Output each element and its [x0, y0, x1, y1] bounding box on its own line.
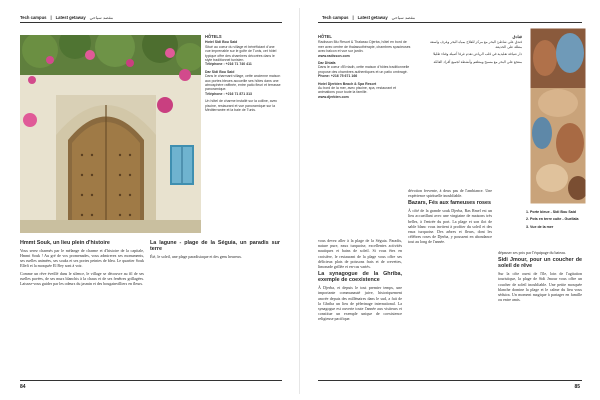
pottery-photo — [530, 28, 586, 204]
hotel-description: Situé au coeur du village et bénéficiant d'une vue imprenable sur le golfe de Tunis, cet hôtel typique offre des chambres décorées dans le style traditionnel tunisien. — [205, 44, 277, 63]
hotel-entry-3 — [205, 99, 281, 112]
caption-3: 3. Vue de la mer — [526, 224, 554, 229]
hotel-entry-1 — [318, 40, 413, 58]
article-paragraph: À côté de la grande souk Djerba, Ras Rmel est un lieu accueillant avec une vingtaine de maisons très belles, à l'entrée du port. La plage et son ilot de sable blanc vous invitent à profiter du soleil et des eaux turquoise. Des arbres et fleurs, dont les célèbres roses de Djerba, y poussent en abondance tout au long de l'année. — [408, 208, 492, 245]
page-number: 85 — [574, 384, 580, 390]
hotel-contact: www.radisson.com — [318, 53, 350, 58]
hotel-entry-1: فندق على شاطئ البحر مع مركز للعلاج بمياه البحر وغرف واسعة مطلة على الحديقة — [429, 40, 522, 49]
hotel-phone: Téléphone : +216 71 740 411 — [205, 62, 252, 67]
article-heading: Bazars, Fés aux fameuses roses — [408, 200, 492, 207]
hotel-entry-3: منتجع على البحر مع مسبح ومطعم وأنشطة لجميع أفراد العائلة — [433, 59, 522, 64]
article-paragraph: dépasser ses prix par l'équipage du bateau. — [498, 250, 566, 255]
header-arabic: مقصد سياحي — [391, 14, 416, 20]
hotel-name: Hotel Djerbien Beach & Spa Resort — [318, 81, 377, 86]
hotel-entry-1 — [205, 40, 281, 66]
hotel-name: Hotel Sidi Bou Said — [205, 40, 238, 45]
sidebar-title: HÔTELS — [205, 34, 222, 39]
photo-captions — [526, 210, 586, 232]
hotel-description: Au bord de la mer, avec piscine, spa, restaurant et animations pour toute la famille. — [318, 86, 397, 95]
article-paragraph: Sur la côte ouest de l'île, loin de l'agitation touristique, la plage de Sidi Jmour vous offre un coucher de soleil inoubliable. Une petite mosquée blanche domine la plage et le calme du lieu vous séduira. Un moment magique à partager en famille ou entre amis. — [498, 271, 582, 303]
hotels-sidebar-left — [205, 35, 281, 116]
article-heading: La lagune - plage de la Séguia, un paradis sur terre — [150, 240, 280, 253]
hotel-description: Radisson Blu Resort & Thalasso Djerba, hôtel en bord de mer avec centre de thalassothérapie, chambres spacieuses avec balcon et vue sur jardin. — [318, 40, 411, 54]
caption-2: 2. Pots en terre cuite - Guellala — [526, 217, 579, 222]
header-section: Latest getaway — [357, 14, 388, 20]
article-heading: Sidi Jmour, pour un coucher de soleil de rêve — [498, 257, 582, 270]
footer-rule — [318, 380, 582, 381]
article-paragraph: Comme un rêve éveillé dans le silence, le village se découvre au fil de ses ruelles pavées, de ses murs blanchis à la chaux et de ses fenêtres grillagées. Laissez-vous guider par les odeurs du jasmin et des bougainvilliers en fleurs. — [20, 270, 144, 286]
right-column-2 — [408, 188, 492, 376]
article-paragraph: À Djerba, et depuis le tout premier temps, une importante communauté juive, historiquement ancrée depuis des millénaires dans le sud, a fait de la Ghriba un lieu de pèlerinage international. La synagogue est ouverte toute l'année aux visiteurs et constitue un exemple unique de coexistence religieuse pacifique. — [318, 285, 402, 322]
door-illustration — [20, 35, 201, 233]
pottery-illustration — [530, 28, 586, 204]
left-column-1 — [20, 238, 144, 376]
right-column-3 — [498, 250, 582, 376]
header-brand: Tech campus — [322, 14, 349, 20]
running-header-left — [20, 12, 113, 22]
caption-1: 1. Porte bleue - Sidi Bou Said — [526, 210, 576, 214]
header-rule — [318, 22, 582, 23]
header-separator: | — [50, 14, 52, 20]
hotel-description: Un hôtel de charme installé sur la colline, avec piscine, restaurant et vue panoramique sur la Méditerranée et la baie de Tunis. — [205, 99, 278, 113]
article-paragraph: Vous serez charmés par le mélange de charme et d'histoire de la capitale, Hmmt Souk ! Au gré de vos promenades, vous admirerez ses monuments, ses ruelles animées, ses souks et ses portes peintes de bleu. Le quartier Souk Ellefi et la mosquée El Bey sont à voir. — [20, 247, 144, 269]
running-header-right — [322, 12, 415, 22]
hotels-sidebar-right — [318, 35, 413, 102]
hotel-entry-3 — [318, 82, 413, 100]
article-paragraph: Été, le soleil, une plage paradisiaque et des gens heureux. — [150, 253, 242, 259]
door-photo — [20, 35, 201, 233]
hotel-phone: Téléphone : +216 71 871 313 — [205, 91, 252, 96]
hotel-description: Dans le coeur d'Erriadh, cette maison d'hôtes traditionnelle propose des chambres authentiques et un patio ombragé. — [318, 65, 410, 74]
hotel-entry-2 — [318, 61, 413, 79]
hotel-contact: Phone: +216 75 671 166 — [318, 74, 358, 79]
page-number: 84 — [20, 384, 26, 390]
hotel-name: Dar Sidi Bou Said — [205, 69, 235, 74]
article-heading: Hmmt Souk, un lieu plein d'histoire — [20, 240, 110, 246]
right-column-1 — [318, 238, 402, 376]
left-column-2 — [150, 238, 280, 376]
hotel-description: Dans le charmant village, cette ancienne maison aux portes bleues accueille ses hôtes dans une atmosphère raffinée, entre patio fleuri et terrasse panoramique. — [205, 74, 281, 92]
hotel-entry-2: دار ضيافة تقليدية في قلب الرياض تقدم غرفا أصيلة وفناء ظليلا — [433, 52, 522, 57]
article-paragraph: vous devez aller à la plage de la Séguia. Paradis, nature pure, eaux turquoise, excellentes activités nautiques et bains de soleil. Si vous êtes en croisière, le restaurant de la plage vous offre ses délicieux plats de poissons frais et de crevettes, limonade grillée et en-cas variés. — [318, 238, 402, 270]
header-arabic: مقصد سياحي — [89, 14, 114, 20]
hotel-contact: www.djerbien.com — [318, 94, 349, 99]
hotel-name: Dar Dhiafa — [318, 61, 336, 66]
article-heading: La synagogue de la Ghriba, exemple de coexistence — [318, 271, 402, 284]
footer-rule — [20, 380, 282, 381]
header-brand: Tech campus — [20, 14, 47, 20]
sidebar-title: فنادق — [512, 34, 522, 39]
header-separator: | — [352, 14, 354, 20]
article-paragraph: dévotion fervente, à deux pas de l'ambiance. Une expérience spirituelle inoubliable. — [408, 188, 492, 199]
hotel-entry-2 — [205, 70, 281, 96]
hotels-sidebar-arabic — [422, 35, 522, 67]
sidebar-title: HÔTEL — [318, 34, 332, 39]
header-rule — [20, 22, 282, 23]
header-section: Latest getaway — [55, 14, 86, 20]
